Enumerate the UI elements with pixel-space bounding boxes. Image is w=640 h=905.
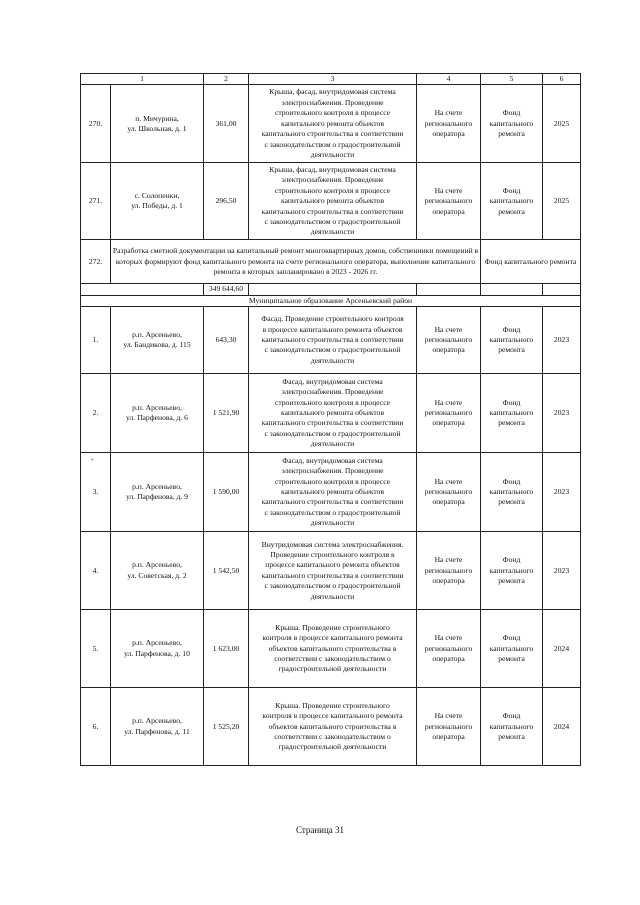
accumulation-method-cell-line: регионального: [424, 118, 473, 128]
funding-source-cell-line: капитального: [489, 643, 534, 653]
total-row: [81, 284, 581, 295]
address-cell-line: ул. Парфенова, д. 6: [126, 413, 188, 423]
work-description-cell: [249, 453, 417, 532]
area-cell: 1 525,20: [204, 688, 249, 766]
address-cell-line: ул. Парфенова, д. 11: [124, 726, 190, 736]
accumulation-method-cell-line: оператора: [432, 731, 465, 741]
year-cell: 2023: [543, 374, 581, 453]
table-row: [81, 688, 581, 766]
row-number: 272.: [81, 240, 111, 284]
total-area-cell: 349 644,60: [204, 284, 249, 295]
empty-cell: [81, 284, 204, 295]
accumulation-method-cell: [417, 85, 481, 163]
work-description-cell-line: с законодательством о градостроительной: [264, 217, 401, 227]
accumulation-method-cell-line: регионального: [424, 565, 473, 575]
address-cell-line: ул. Советская, д. 2: [127, 570, 187, 580]
work-description-cell: [249, 307, 417, 374]
accumulation-method-cell-line: На счете: [434, 476, 463, 486]
address-cell: [111, 532, 204, 610]
empty-cell: [543, 284, 581, 295]
work-description-cell-line: градостроительной деятельности: [278, 742, 387, 752]
year-cell: 2025: [543, 85, 581, 163]
funding-source-cell-line: капитального: [489, 196, 534, 206]
accumulation-method-cell: [417, 163, 481, 240]
address-cell-line: р.п. Арсеньево,: [132, 329, 182, 339]
work-description-cell-line: с законодательством о градостроительной: [264, 507, 401, 517]
funding-source-cell-line: капитального: [489, 721, 534, 731]
year-cell: 2025: [543, 163, 581, 240]
accumulation-method-cell: [417, 610, 481, 688]
table-row-estimate: [81, 240, 581, 284]
work-description-cell-line: Крыша, фасад, внутридомовая система: [269, 164, 396, 174]
area-cell: 1 623,00: [204, 610, 249, 688]
work-description-cell: [249, 688, 417, 766]
table-row: [81, 307, 581, 374]
accumulation-method-cell-line: оператора: [432, 206, 465, 216]
funding-source-cell-line: ремонта: [498, 206, 525, 216]
table-row: [81, 163, 581, 240]
work-description-cell-line: соответствии с законодательством о: [274, 653, 391, 663]
funding-source-cell-line: ремонта: [498, 497, 525, 507]
address-cell: [111, 688, 204, 766]
work-description-cell-line: в процессе капитального ремонта объектов: [262, 324, 403, 334]
work-description-cell-line: капитального строительства в соответствии: [261, 497, 404, 507]
funding-source-cell-line: капитального: [489, 565, 534, 575]
accumulation-method-cell-line: оператора: [432, 345, 465, 355]
work-description-cell: [249, 532, 417, 610]
work-description-cell-line: деятельности: [310, 439, 355, 449]
accumulation-method-cell-line: регионального: [424, 335, 473, 345]
funding-source-cell: [481, 163, 543, 240]
accumulation-method-cell: [417, 374, 481, 453]
address-cell: [111, 374, 204, 453]
accumulation-method-cell-line: На счете: [434, 324, 463, 334]
row-number: 1.: [81, 307, 111, 374]
address-cell-line: р.п. Арсеньево,: [132, 716, 182, 726]
funding-source-cell-line: Фонд: [502, 711, 521, 721]
work-description-cell-line: с законодательством о градостроительной: [264, 139, 401, 149]
work-description-cell-line: деятельности: [310, 227, 355, 237]
column-number: 2: [204, 74, 249, 85]
funding-source-cell: [481, 374, 543, 453]
accumulation-method-cell-line: регионального: [424, 721, 473, 731]
row-number: 3.: [81, 453, 111, 532]
work-description-cell-line: строительного контроля в процессе: [274, 397, 391, 407]
funding-source-cell-line: ремонта: [498, 653, 525, 663]
work-description-cell-line: деятельности: [310, 518, 355, 528]
funding-source-cell-line: ремонта: [498, 731, 525, 741]
address-cell: [111, 85, 204, 163]
work-description-cell-line: с законодательством о градостроительной: [264, 581, 401, 591]
work-description-cell-line: Фасад, внутридомовая система: [282, 455, 383, 465]
row-number: 271.: [81, 163, 111, 240]
work-description-cell-line: строительного контроля в процессе: [274, 108, 391, 118]
district-header-row: [81, 295, 581, 306]
funding-source-cell: Фонд капитального ремонта: [481, 240, 581, 284]
funding-source-cell-line: Фонд: [502, 324, 521, 334]
area-cell: 361,00: [204, 85, 249, 163]
work-description-cell-line: процессе капитального ремонта объектов: [265, 560, 400, 570]
table-body: [81, 74, 581, 766]
work-description-cell-line: контроля в процессе капитального ремонта: [262, 711, 403, 721]
accumulation-method-cell-line: На счете: [434, 633, 463, 643]
work-description-cell-line: электроснабжения. Проведение: [281, 97, 384, 107]
year-cell: 2024: [543, 688, 581, 766]
work-description-cell-line: деятельности: [310, 355, 355, 365]
empty-cell: [249, 284, 417, 295]
work-description-cell-line: деятельности: [310, 591, 355, 601]
accumulation-method-cell-line: регионального: [424, 643, 473, 653]
funding-source-cell: [481, 453, 543, 532]
work-description-cell-line: электроснабжения. Проведение: [281, 175, 384, 185]
column-number: 5: [481, 74, 543, 85]
work-description-cell-line: объектов капитального строительства в: [268, 643, 397, 653]
address-cell-line: р.п. Арсеньево,: [132, 402, 182, 412]
area-cell: 643,30: [204, 307, 249, 374]
year-cell: 2024: [543, 610, 581, 688]
year-cell: 2023: [543, 307, 581, 374]
area-cell: 1 542,50: [204, 532, 249, 610]
page-number: Страница 31: [295, 825, 345, 835]
funding-source-cell-line: капитального: [489, 335, 534, 345]
accumulation-method-cell-line: оператора: [432, 653, 465, 663]
work-description-cell-line: строительного контроля в процессе: [274, 185, 391, 195]
year-cell: 2023: [543, 532, 581, 610]
address-cell-line: р.п. Арсеньево,: [132, 481, 182, 491]
address-cell: [111, 453, 204, 532]
work-description-cell-line: капитального строительства в соответствии: [261, 129, 404, 139]
work-description-cell-line: капитального ремонта объектов: [281, 487, 385, 497]
work-description-cell-line: капитального строительства в соответствии: [261, 418, 404, 428]
work-description-cell-line: строительного контроля в процессе: [274, 476, 391, 486]
funding-source-cell-line: капитального: [489, 487, 534, 497]
accumulation-method-cell-line: регионального: [424, 408, 473, 418]
accumulation-method-cell: [417, 688, 481, 766]
work-description-cell: [249, 163, 417, 240]
address-cell-line: ул. Парфенова, д. 9: [126, 492, 188, 502]
district-header: Муниципальное образование Арсеньевский район: [81, 295, 581, 306]
work-description-cell-line: капитального ремонта объектов: [281, 196, 385, 206]
accumulation-method-cell-line: регионального: [424, 487, 473, 497]
work-description-cell-line: градостроительной деятельности: [278, 664, 387, 674]
address-cell-line: ул. Победы, д. 1: [131, 201, 183, 211]
accumulation-method-cell-line: регионального: [424, 196, 473, 206]
table-row: [81, 610, 581, 688]
funding-source-cell-line: ремонта: [498, 345, 525, 355]
work-description-cell-line: Фасад. Проведение строительного контроля: [261, 314, 404, 324]
funding-source-cell: [481, 610, 543, 688]
work-description-cell-line: с законодательством о градостроительной: [264, 345, 401, 355]
work-description-cell-line: Крыша, фасад, внутридомовая система: [269, 87, 396, 97]
work-description-cell-line: Внутридомовая система электроснабжения.: [261, 539, 404, 549]
column-number: 1: [81, 74, 204, 85]
row-number: 2.: [81, 374, 111, 453]
funding-source-cell: [481, 532, 543, 610]
work-description-cell-line: Фасад, внутридомовая система: [282, 376, 383, 386]
table-row: [81, 85, 581, 163]
funding-source-cell-line: ремонта: [498, 575, 525, 585]
column-number: 6: [543, 74, 581, 85]
work-description-cell-line: Проведение строительного контроля в: [270, 549, 395, 559]
address-cell-line: с. Солопенки,: [134, 191, 180, 200]
empty-cell: [481, 284, 543, 295]
table-row: [81, 453, 581, 532]
work-description-cell-line: капитального строительства в соответствии: [261, 335, 404, 345]
table-row: [81, 532, 581, 610]
funding-source-cell-line: Фонд: [502, 633, 521, 643]
address-cell-line: ул. Бандикова, д. 115: [123, 340, 191, 350]
funding-source-cell: [481, 688, 543, 766]
work-description-cell-line: соответствии с законодательством о: [274, 731, 391, 741]
accumulation-method-cell: [417, 307, 481, 374]
address-cell-line: ул. Школьная, д. 1: [127, 123, 187, 133]
accumulation-method-cell-line: оператора: [432, 497, 465, 507]
table-row: [81, 374, 581, 453]
funding-source-cell-line: Фонд: [502, 108, 521, 118]
accumulation-method-cell-line: оператора: [432, 129, 465, 139]
accumulation-method-cell-line: На счете: [434, 711, 463, 721]
row-number: 4.: [81, 532, 111, 610]
column-number: 3: [249, 74, 417, 85]
work-description-cell-line: объектов капитального строительства в: [268, 721, 397, 731]
work-description-cell-line: Крыша. Проведение строительного: [275, 700, 390, 710]
row-number: 5.: [81, 610, 111, 688]
work-description-cell-line: контроля в процессе капитального ремонта: [262, 633, 403, 643]
work-description-cell-line: капитального ремонта объектов: [281, 118, 385, 128]
work-description-cell: [249, 374, 417, 453]
accumulation-method-cell-line: оператора: [432, 418, 465, 428]
accumulation-method-cell: [417, 532, 481, 610]
work-description-cell-line: электроснабжения. Проведение: [281, 466, 384, 476]
empty-cell: [417, 284, 481, 295]
funding-source-cell-line: капитального: [489, 118, 534, 128]
funding-source-cell: [481, 85, 543, 163]
column-number: 4: [417, 74, 481, 85]
work-description-cell-line: электроснабжения. Проведение: [281, 387, 384, 397]
accumulation-method-cell-line: На счете: [434, 555, 463, 565]
accumulation-method-cell-line: На счете: [434, 108, 463, 118]
funding-source-cell-line: Фонд: [502, 397, 521, 407]
address-cell: [111, 163, 204, 240]
address-cell-line: ул. Парфенова, д. 10: [124, 648, 190, 658]
work-description-cell-line: деятельности: [310, 149, 355, 159]
address-cell: [111, 610, 204, 688]
work-description-cell-line: капитального ремонта объектов: [281, 408, 385, 418]
work-description-cell-line: Крыша. Проведение строительного: [275, 622, 390, 632]
work-description-cell-line: капитального строительства в соответствии: [261, 206, 404, 216]
work-description-cell: [249, 85, 417, 163]
area-cell: 1 521,90: [204, 374, 249, 453]
funding-source-cell-line: Фонд: [502, 476, 521, 486]
area-cell: 296,50: [204, 163, 249, 240]
funding-source-cell: [481, 307, 543, 374]
column-number-row: [81, 74, 581, 85]
row-number: 6.: [81, 688, 111, 766]
work-description-cell-line: с законодательством о градостроительной: [264, 428, 401, 438]
accumulation-method-cell: [417, 453, 481, 532]
work-description-cell: [249, 610, 417, 688]
funding-source-cell-line: Фонд: [502, 185, 521, 195]
funding-source-cell-line: Фонд: [502, 555, 521, 565]
work-description-cell-line: капитального строительства в соответствии: [261, 570, 404, 580]
funding-source-cell-line: ремонта: [498, 129, 525, 139]
accumulation-method-cell-line: На счете: [434, 185, 463, 195]
row-number: 270.: [81, 85, 111, 163]
accumulation-method-cell-line: На счете: [434, 397, 463, 407]
funding-source-cell-line: ремонта: [498, 418, 525, 428]
accumulation-method-cell-line: оператора: [432, 575, 465, 585]
estimate-description-cell: Разработка сметной документации на капитальный ремонт многоквартирных домов, собственники помещений в которых формируют фонд капитального ремонта на счете регионального оператора, выполнение капитального ремонта в которых запланировано в 2023 - 2026 гг.: [111, 240, 481, 284]
capital-repair-table: [80, 73, 581, 766]
funding-source-cell-line: капитального: [489, 408, 534, 418]
address-cell-line: п. Мичурина,: [135, 113, 179, 123]
area-cell: 1 590,00: [204, 453, 249, 532]
address-cell-line: р.п. Арсеньево,: [132, 638, 182, 648]
year-cell: 2023: [543, 453, 581, 532]
stray-mark: -: [91, 455, 94, 464]
address-cell-line: р.п. Арсеньево,: [132, 560, 182, 570]
address-cell: [111, 307, 204, 374]
